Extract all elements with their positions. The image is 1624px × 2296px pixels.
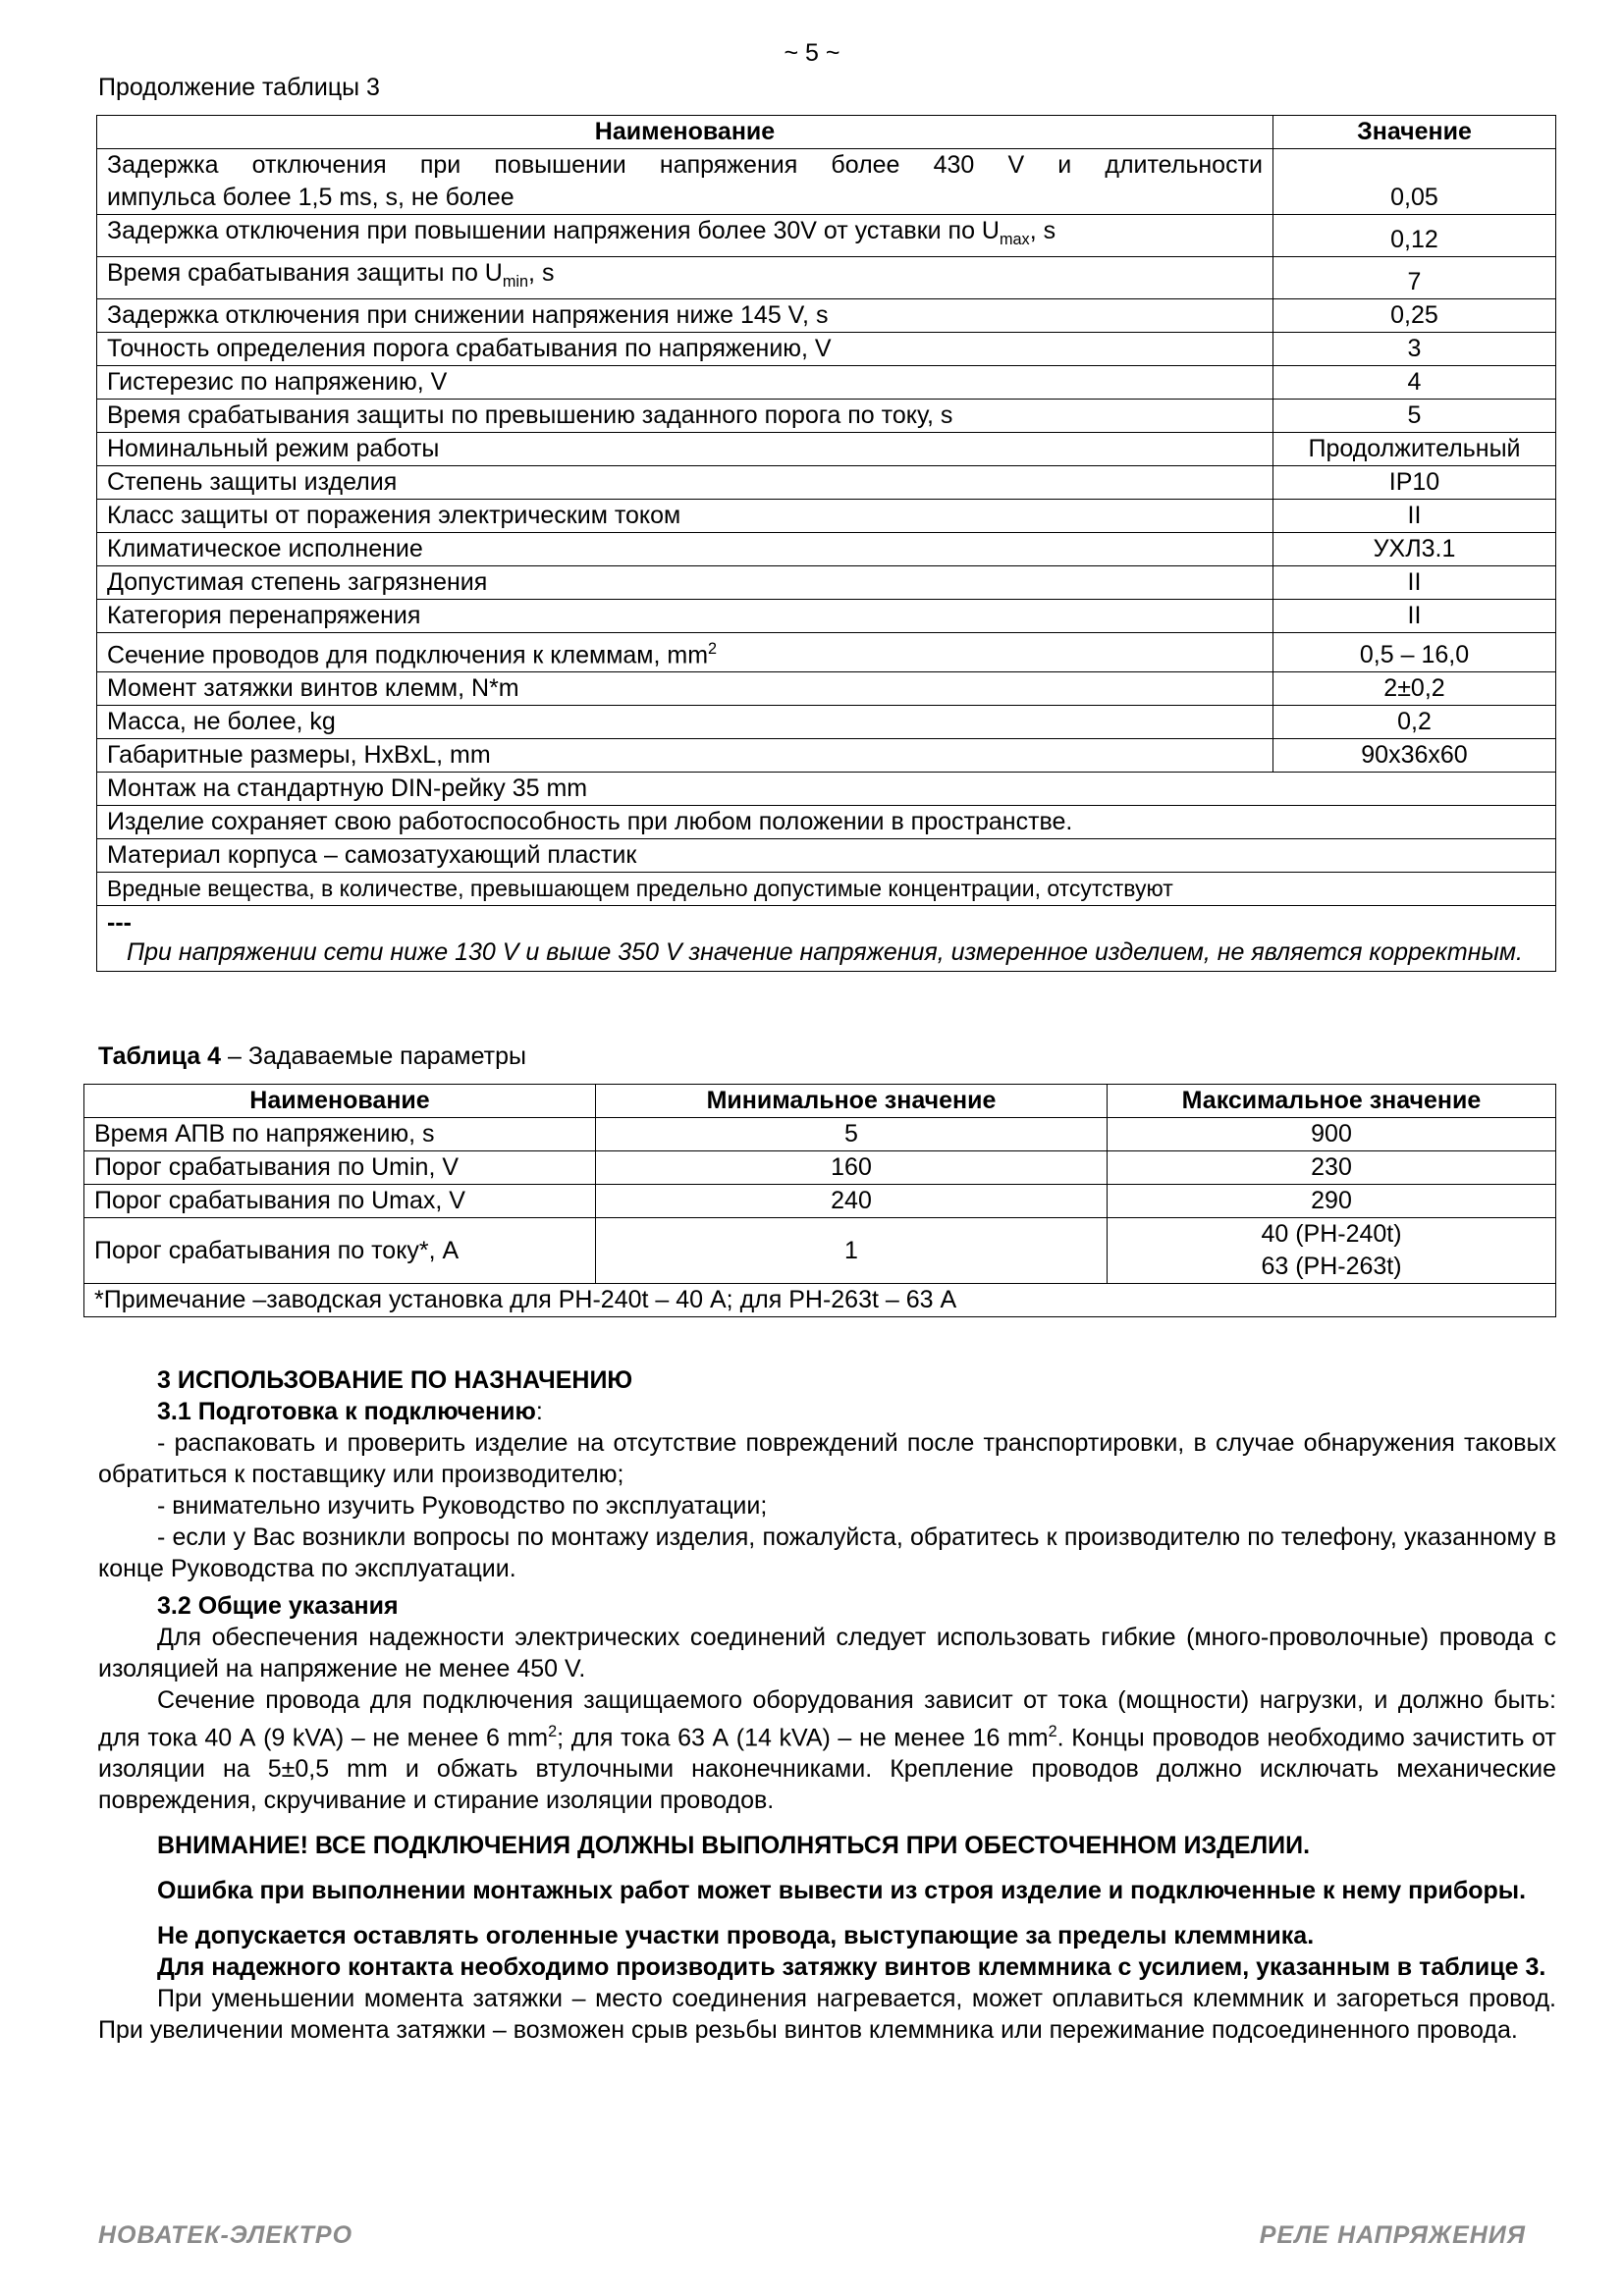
row-name: Степень защиты изделия (97, 466, 1273, 500)
warning-text: Не допускается оставлять оголенные участки провода, выступающие за пределы клеммника. (157, 1922, 1315, 1950)
wide-cell: Вредные вещества, в количестве, превышающем предельно допустимые концентрации, отсутствуют (97, 873, 1556, 906)
superscript: 2 (1048, 1723, 1057, 1740)
row-name (97, 633, 1273, 672)
row-value: 0,12 (1273, 215, 1556, 257)
subscript: min (502, 273, 529, 291)
row-name: Гистерезис по напряжению, V (97, 366, 1273, 400)
table-row-wide (97, 873, 1556, 906)
warning-text: ВНИМАНИЕ! ВСЕ ПОДКЛЮЧЕНИЯ ДОЛЖНЫ ВЫПОЛНЯТЬСЯ ПРИ ОБЕСТОЧЕННОМ ИЗДЕЛИИ. (157, 1832, 1311, 1860)
row-max-line1: 40 (РН-240t) (1261, 1220, 1402, 1248)
sub2-heading: 3.2 Общие указания (157, 1592, 399, 1620)
row-max: 290 (1108, 1185, 1556, 1218)
row-value: 2±0,2 (1273, 672, 1556, 706)
header-name: Наименование (84, 1085, 596, 1118)
table4-caption-title: – Задаваемые параметры (221, 1042, 526, 1070)
table-note-row (97, 906, 1556, 972)
row-value: 0,05 (1273, 149, 1556, 215)
footer-right: РЕЛЕ НАПРЯЖЕНИЯ (1259, 2221, 1526, 2249)
row-name (97, 257, 1273, 299)
section3-heading: 3 ИСПОЛЬЗОВАНИЕ ПО НАЗНАЧЕНИЮ (157, 1366, 633, 1394)
row-value: 4 (1273, 366, 1556, 400)
row-name-line1: Задержка отключения при повышении напряжения более 430 V и длительности (107, 151, 1263, 179)
table-row (97, 466, 1556, 500)
row-name (97, 149, 1273, 215)
row-value: II (1273, 566, 1556, 600)
row-name: Допустимая степень загрязнения (97, 566, 1273, 600)
header-value: Значение (1273, 116, 1556, 149)
row-name: Время срабатывания защиты по превышению заданного порога по току, s (97, 400, 1273, 433)
section3 (98, 1364, 1556, 2046)
row-value: 90x36x60 (1273, 739, 1556, 773)
superscript: 2 (708, 640, 718, 658)
note-mark: --- (107, 909, 132, 937)
table4-caption-number: Таблица 4 (98, 1042, 222, 1070)
row-name: Точность определения порога срабатывания по напряжению, V (97, 333, 1273, 366)
paragraph (98, 1684, 1556, 1816)
row-value: 0,5 – 16,0 (1273, 633, 1556, 672)
table4-footnote: *Примечание –заводская установка для РН-240t – 40 А; для РН-263t – 63 А (84, 1284, 1556, 1317)
paragraph-part: . Концы проводов необходимо зачистить от изоляции на 5±0,5 mm и обжать втулочными наконечниками. Крепление проводов должно исключать механические повреждения, скручивание и стирание изоляции проводов. (98, 1724, 1556, 1815)
subscript: max (999, 231, 1030, 248)
table-row (97, 333, 1556, 366)
table-row-wide (97, 806, 1556, 839)
table-row (97, 600, 1556, 633)
page-number: ~ 5 ~ (784, 39, 840, 67)
table-row-wide (97, 773, 1556, 806)
row-name-line2: импульса более 1,5 ms, s, не более (107, 184, 514, 211)
table-row (97, 566, 1556, 600)
row-min: 1 (596, 1218, 1108, 1284)
row-value: II (1273, 600, 1556, 633)
warning-text: Для надежного контакта необходимо производить затяжку винтов клеммника с усилием, указанным в таблице 3. (157, 1953, 1546, 1982)
row-value: 0,2 (1273, 706, 1556, 739)
superscript: 2 (548, 1723, 558, 1740)
row-name: Габаритные размеры, HxBxL, mm (97, 739, 1273, 773)
list-item: - если у Вас возникли вопросы по монтажу изделия, пожалуйста, обратитесь к производителю по телефону, указанному в конце Руководства по эксплуатации. (98, 1523, 1556, 1582)
note-cell (97, 906, 1556, 972)
wide-cell: Изделие сохраняет свою работоспособность при любом положении в пространстве. (97, 806, 1556, 839)
table-row (84, 1151, 1556, 1185)
row-min: 240 (596, 1185, 1108, 1218)
row-name (97, 215, 1273, 257)
list-item: - внимательно изучить Руководство по эксплуатации; (157, 1492, 768, 1520)
wide-cell: Материал корпуса – самозатухающий пластик (97, 839, 1556, 873)
paragraph-part: Сечение провода для подключения защищаемого оборудования зависит от тока (мощности) нагрузки, и должно быть: для тока 40 А (9 kVA) – не менее 6 mm (98, 1686, 1556, 1752)
row-value: 0,25 (1273, 299, 1556, 333)
paragraph: Для обеспечения надежности электрических соединений следует использовать гибкие (много-проволочные) провода с изоляцией на напряжение не менее 450 V. (98, 1624, 1556, 1682)
paragraph: При уменьшении момента затяжки – место соединения нагревается, может оплавиться клеммник и загореться провод. При увеличении момента затяжки – возможен срыв резьбы винтов клеммника или пережимание подсоединенного провода. (98, 1985, 1556, 2045)
sub1-heading-colon: : (535, 1398, 543, 1425)
header-max: Максимальное значение (1108, 1085, 1556, 1118)
row-value: II (1273, 500, 1556, 533)
table-row (97, 400, 1556, 433)
table-row (97, 706, 1556, 739)
sub1-heading (98, 1396, 1556, 1427)
row-name: Порог срабатывания по Umin, V (84, 1151, 596, 1185)
header-min: Минимальное значение (596, 1085, 1108, 1118)
row-value: Продолжительный (1273, 433, 1556, 466)
table-row (97, 149, 1556, 215)
table-row (97, 672, 1556, 706)
table-row (97, 533, 1556, 566)
row-min: 5 (596, 1118, 1108, 1151)
row-max: 230 (1108, 1151, 1556, 1185)
table-row-wide (97, 839, 1556, 873)
row-name-suffix: , s (1029, 217, 1056, 244)
table-row (84, 1218, 1556, 1284)
paragraph-part: ; для тока 63 А (14 kVA) – не менее 16 mm (557, 1724, 1049, 1752)
sub1-heading-text: 3.1 Подготовка к подключению (157, 1398, 536, 1425)
row-name: Масса, не более, kg (97, 706, 1273, 739)
list-item: - распаковать и проверить изделие на отсутствие повреждений после транспортировки, в случае обнаружения таковых обратиться к поставщику или производителю; (98, 1429, 1556, 1488)
row-max-line2: 63 (РН-263t) (1261, 1253, 1402, 1280)
row-name: Климатическое исполнение (97, 533, 1273, 566)
table3-caption: Продолжение таблицы 3 (98, 74, 380, 101)
table-header-row (97, 116, 1556, 149)
row-name: Категория перенапряжения (97, 600, 1273, 633)
table4-caption (98, 1042, 526, 1071)
table-row (97, 500, 1556, 533)
wide-cell: Монтаж на стандартную DIN-рейку 35 mm (97, 773, 1556, 806)
row-value: УХЛ3.1 (1273, 533, 1556, 566)
table4 (83, 1084, 1556, 1317)
note-text: При напряжении сети ниже 130 V и выше 350 V значение напряжения, измеренное изделием, не является корректным. (127, 938, 1523, 967)
row-name-text: Сечение проводов для подключения к клеммам, mm (107, 641, 709, 669)
row-min: 160 (596, 1151, 1108, 1185)
row-name: Класс защиты от поражения электрическим током (97, 500, 1273, 533)
table-footnote-row (84, 1284, 1556, 1317)
table-row (97, 739, 1556, 773)
table-row (84, 1118, 1556, 1151)
table-row (97, 299, 1556, 333)
row-value: 5 (1273, 400, 1556, 433)
row-name: Момент затяжки винтов клемм, N*m (97, 672, 1273, 706)
table3 (96, 115, 1556, 972)
row-name: Время АПВ по напряжению, s (84, 1118, 596, 1151)
row-name-text: Задержка отключения при повышении напряжения более 30V от уставки по U (107, 217, 1000, 244)
table-row (97, 433, 1556, 466)
row-name: Задержка отключения при снижении напряжения ниже 145 V, s (97, 299, 1273, 333)
table-row (97, 633, 1556, 672)
warning-text: Ошибка при выполнении монтажных работ может вывести из строя изделие и подключенные к нему приборы. (157, 1877, 1527, 1905)
table-row (97, 215, 1556, 257)
row-name-suffix: , s (528, 259, 555, 287)
table-row (97, 257, 1556, 299)
row-max: 900 (1108, 1118, 1556, 1151)
row-name-text: Время срабатывания защиты по U (107, 259, 503, 287)
table-row (84, 1185, 1556, 1218)
header-name: Наименование (97, 116, 1273, 149)
row-max (1108, 1218, 1556, 1284)
footer-left: НОВАТЕК-ЭЛЕКТРО (98, 2221, 353, 2249)
row-value: 7 (1273, 257, 1556, 299)
row-value: IP10 (1273, 466, 1556, 500)
row-name: Порог срабатывания по току*, А (84, 1218, 596, 1284)
table-header-row (84, 1085, 1556, 1118)
row-name: Номинальный режим работы (97, 433, 1273, 466)
row-value: 3 (1273, 333, 1556, 366)
row-name: Порог срабатывания по Umax, V (84, 1185, 596, 1218)
table-row (97, 366, 1556, 400)
